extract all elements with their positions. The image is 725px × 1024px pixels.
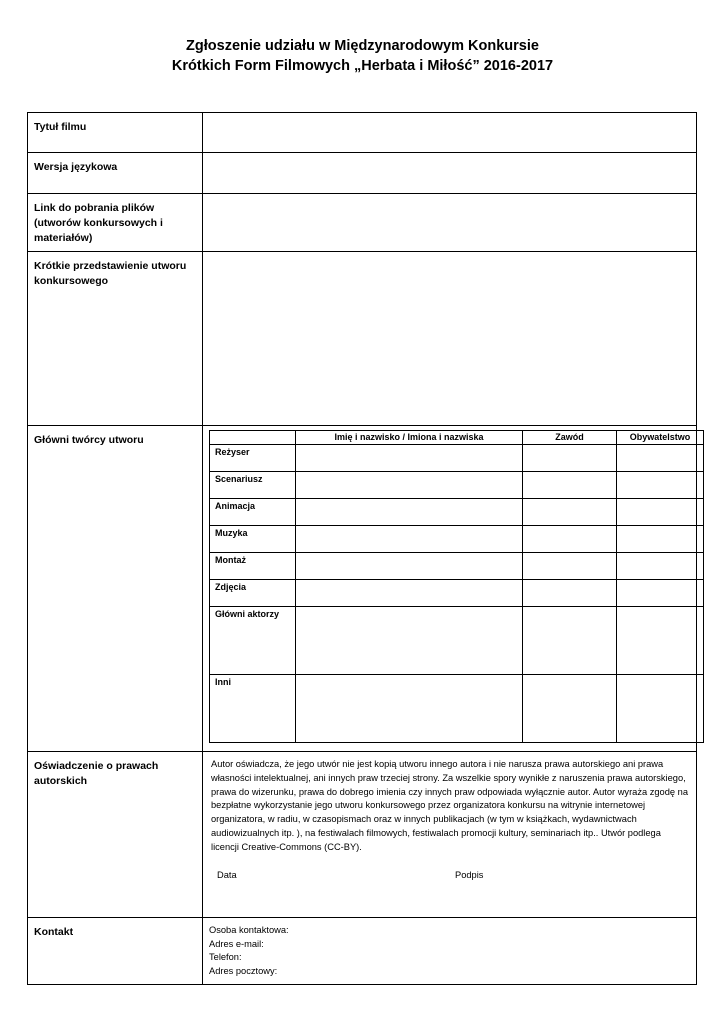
crew-header-citizenship: Obywatelstwo <box>617 431 704 445</box>
table-row <box>210 607 704 675</box>
crew-profession-field[interactable] <box>523 526 617 553</box>
crew-name-field[interactable] <box>296 499 523 526</box>
language-version-label: Wersja językowa <box>28 153 203 194</box>
crew-citizenship-field[interactable] <box>617 580 704 607</box>
crew-profession-field[interactable] <box>523 607 617 675</box>
crew-profession-field[interactable] <box>523 499 617 526</box>
crew-role-animation: Animacja <box>210 499 296 526</box>
crew-role-others: Inni <box>210 675 296 743</box>
contact-email-label: Adres e-mail: <box>209 938 264 949</box>
crew-role-screenplay: Scenariusz <box>210 472 296 499</box>
contact-phone-label: Telefon: <box>209 952 242 962</box>
crew-name-field[interactable] <box>296 553 523 580</box>
crew-citizenship-field[interactable] <box>617 607 704 675</box>
contact-person-label: Osoba kontaktowa: <box>209 925 289 935</box>
crew-name-field[interactable] <box>296 580 523 607</box>
crew-role-editing: Montaż <box>210 553 296 580</box>
signature-label: Podpis <box>455 869 484 880</box>
crew-citizenship-field[interactable] <box>617 675 704 743</box>
table-row <box>210 499 704 526</box>
language-version-field[interactable] <box>203 153 697 194</box>
crew-header-profession: Zawód <box>523 431 617 445</box>
crew-name-field[interactable] <box>296 607 523 675</box>
crew-profession-field[interactable] <box>523 675 617 743</box>
title-line-2: Krótkich Form Filmowych „Herbata i Miłość” 2016-2017 <box>171 58 554 74</box>
crew-role-director: Reżyser <box>210 445 296 472</box>
crew-profession-field[interactable] <box>523 580 617 607</box>
crew-citizenship-field[interactable] <box>617 472 704 499</box>
crew-name-field[interactable] <box>296 675 523 743</box>
crew-profession-field[interactable] <box>523 472 617 499</box>
download-link-field[interactable] <box>203 194 697 252</box>
table-row <box>210 675 704 743</box>
table-row <box>210 472 704 499</box>
copyright-statement-text: Autor oświadcza, że jego utwór nie jest kopią utworu innego autora i nie narusza prawa autorskiego ani prawa własności intelektualnej, ani innych praw trzeciej strony. Za wszelkie spory wynikłe z naruszenia prawa autorskiego, prawa do wizerunku, prawa do dobrego imienia czy innych praw odpowiada wyłącznie autor. Autor wyraża zgodę na bezpłatne wykorzystanie jego utworu konkursowego przez organizatora konkursu na witrynie internetowej organizatora, w radiu, w czasopismach oraz w innych publikacjach (w tym w książkach, wydawnictwach audiowizualnych itp. ), na festiwalach filmowych, festiwalach promocji kultury, seminariach itp.. Utwór podlega licencji Creative-Commons (CC-BY). <box>211 759 688 852</box>
summary-label: Krótkie przedstawienie utworu konkursowego <box>28 252 203 426</box>
download-link-label: Link do pobrania plików (utworów konkursowych i materiałów) <box>28 194 203 252</box>
table-row <box>210 580 704 607</box>
crew-profession-field[interactable] <box>523 553 617 580</box>
film-title-label: Tytuł filmu <box>28 113 203 153</box>
crew-citizenship-field[interactable] <box>617 499 704 526</box>
copyright-statement-cell <box>203 752 697 918</box>
crew-role-music: Muzyka <box>210 526 296 553</box>
date-label: Data <box>217 869 237 880</box>
crew-name-field[interactable] <box>296 445 523 472</box>
title-line-1: Zgłoszenie udziału w Międzynarodowym Konkursie <box>186 38 539 54</box>
table-row <box>210 553 704 580</box>
crew-header-name: Imię i nazwisko / Imiona i nazwiska <box>296 431 523 445</box>
crew-citizenship-field[interactable] <box>617 445 704 472</box>
contact-address-label: Adres pocztowy: <box>209 965 278 976</box>
table-row <box>210 526 704 553</box>
table-row <box>210 445 704 472</box>
film-title-field[interactable] <box>203 113 697 153</box>
contact-label: Kontakt <box>28 918 203 985</box>
summary-field[interactable] <box>203 252 697 426</box>
crew-name-field[interactable] <box>296 526 523 553</box>
crew-role-cinematography: Zdjęcia <box>210 580 296 607</box>
copyright-statement-label: Oświadczenie o prawach autorskich <box>28 752 203 918</box>
main-creators-cell <box>203 426 697 752</box>
signature-area <box>203 855 696 889</box>
main-creators-label: Główni twórcy utworu <box>28 426 203 752</box>
crew-role-main-actors: Główni aktorzy <box>210 607 296 675</box>
crew-name-field[interactable] <box>296 472 523 499</box>
crew-citizenship-field[interactable] <box>617 526 704 553</box>
crew-header-role <box>210 431 296 445</box>
document-title <box>0 36 725 76</box>
contact-cell <box>203 918 697 985</box>
crew-citizenship-field[interactable] <box>617 553 704 580</box>
application-form <box>27 112 697 985</box>
crew-profession-field[interactable] <box>523 445 617 472</box>
crew-table <box>209 430 704 743</box>
